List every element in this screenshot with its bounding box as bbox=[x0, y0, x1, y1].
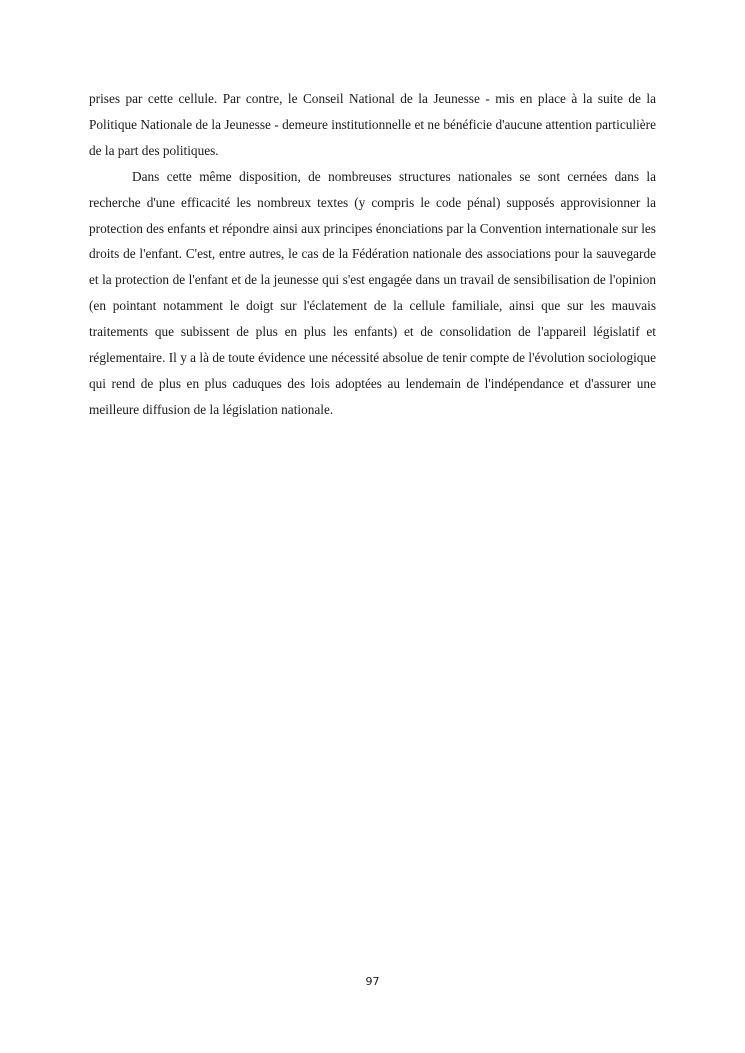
paragraph-main: Dans cette même disposition, de nombreuses structures nationales se sont cernées dans la recherche d'une efficacité les nombreux textes (y compris le code pénal) supposés approvisionner la protection des enfants et répondre ainsi aux principes énonciations par la Convention internationale sur les droits de l'enfant. C'est, entre autres, le cas de la Fédération nationale des associations pour la sauvegarde et la protection de l'enfant et de la jeunesse qui s'est engagée dans un travail de sensibilisation de l'opinion (en pointant notamment le doigt sur l'éclatement de la cellule familiale, ainsi que sur les mauvais traitements que subissent de plus en plus les enfants) et de consolidation de l'appareil législatif et réglementaire. Il y a là de toute évidence une nécessité absolue de tenir compte de l'évolution sociologique qui rend de plus en plus caduques des lois adoptées au lendemain de l'indépendance et d'assurer une meilleure diffusion de la législation nationale. bbox=[89, 168, 656, 417]
body-text bbox=[89, 86, 656, 423]
paragraph-continuation: prises par cette cellule. Par contre, le Conseil National de la Jeunesse - mis en place à la suite de la Politique Nationale de la Jeunesse - demeure institutionnelle et ne bénéficie d'aucune attention particulière de la part des politiques. bbox=[89, 91, 656, 158]
page-number: 97 bbox=[365, 975, 380, 988]
